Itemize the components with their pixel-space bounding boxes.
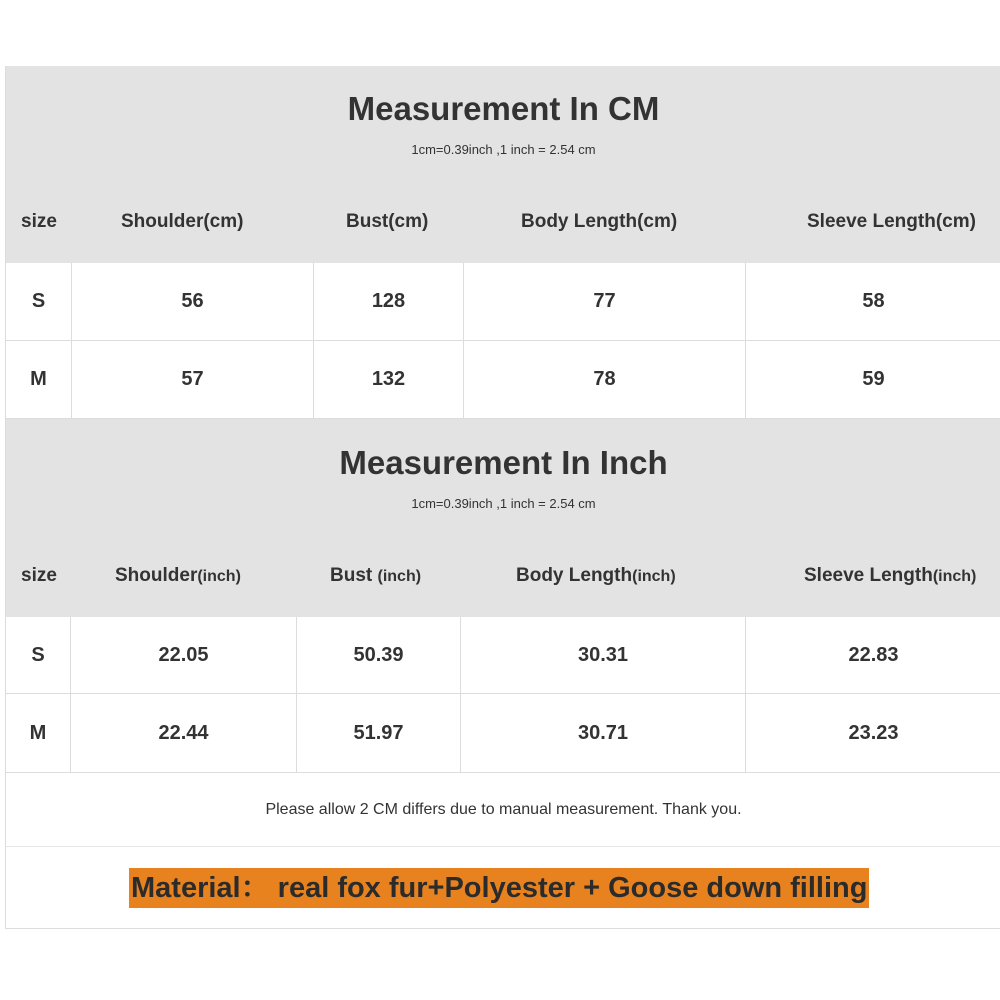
- inch-cell-sleeve-length: 22.83: [848, 643, 899, 666]
- inch-header-bust: Bust (inch): [330, 565, 422, 586]
- material-banner: Material： real fox fur+Polyester + Goose down filling: [129, 868, 869, 908]
- cm-cell-size: S: [6, 263, 72, 340]
- inch-cell-shoulder: 22.44: [71, 694, 297, 772]
- inch-cell-sleeve-length: 23.23: [848, 721, 899, 744]
- inch-header-sleeve-length: Sleeve Length(inch): [804, 565, 977, 586]
- material-block: [6, 847, 1000, 928]
- inch-cell-body-length: 30.71: [461, 694, 746, 772]
- cm-cell-sleeve-length: 59: [862, 368, 885, 390]
- cm-header-sleeve-length: Sleeve Length(cm): [807, 211, 976, 232]
- table-row: [6, 617, 1000, 694]
- table-row: [6, 694, 1000, 773]
- cm-header-bust: Bust(cm): [346, 211, 429, 232]
- inch-header-shoulder: Shoulder(inch): [115, 565, 241, 586]
- inch-cell-body-length: 30.31: [461, 617, 746, 693]
- cm-header-block: [6, 66, 1000, 263]
- inch-conversion-note: 1cm=0.39inch ,1 inch = 2.54 cm: [411, 496, 596, 511]
- inch-cell-bust: 51.97: [297, 694, 461, 772]
- measurement-note: [6, 773, 1000, 847]
- cm-title: Measurement In CM: [347, 90, 660, 127]
- cm-header-size: size: [21, 211, 57, 232]
- inch-header-body-length: Body Length(inch): [516, 565, 676, 586]
- cm-cell-shoulder: 56: [72, 263, 314, 340]
- cm-cell-body-length: 77: [464, 263, 746, 340]
- measurement-note-text: Please allow 2 CM differs due to manual measurement. Thank you.: [265, 800, 742, 818]
- cm-conversion-note: 1cm=0.39inch ,1 inch = 2.54 cm: [411, 142, 596, 157]
- inch-cell-bust: 50.39: [297, 617, 461, 693]
- size-chart: [5, 66, 1000, 929]
- table-row: [6, 341, 1000, 419]
- inch-cell-size: S: [6, 617, 71, 693]
- inch-cell-shoulder: 22.05: [71, 617, 297, 693]
- inch-cell-size: M: [6, 694, 71, 772]
- cm-cell-shoulder: 57: [72, 341, 314, 418]
- cm-cell-body-length: 78: [464, 341, 746, 418]
- cm-header-shoulder: Shoulder(cm): [121, 211, 244, 232]
- cm-cell-bust: 132: [314, 341, 464, 418]
- inch-header-size: size: [21, 565, 57, 586]
- table-row: [6, 263, 1000, 341]
- inch-title: Measurement In Inch: [339, 444, 668, 481]
- cm-cell-bust: 128: [314, 263, 464, 340]
- cm-cell-size: M: [6, 341, 72, 418]
- inch-header-block: [6, 419, 1000, 617]
- cm-cell-sleeve-length: 58: [862, 290, 885, 312]
- cm-header-body-length: Body Length(cm): [521, 211, 678, 232]
